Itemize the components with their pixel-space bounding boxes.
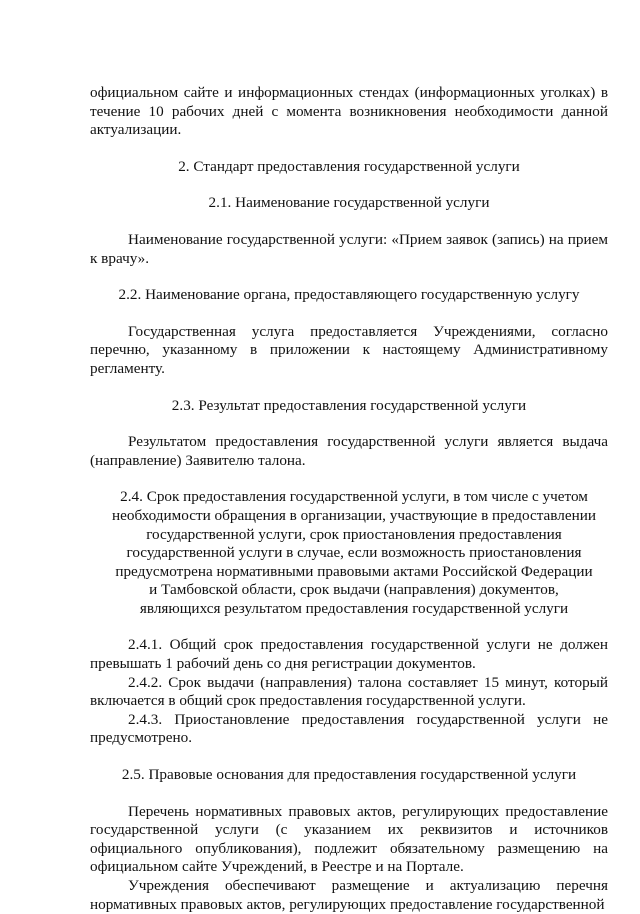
- section-2-1-title: 2.1. Наименование государственной услуги: [208, 194, 490, 212]
- section-2-3-text: Результатом предоставления государственной услуги является выдача (направление) Заявителю талона.: [90, 433, 608, 469]
- section-2-2-text: Государственная услуга предоставляется Учреждениями, согласно перечню, указанному в приложении к настоящему Административному регламенту.: [90, 322, 608, 377]
- section-2-4-title: 2.4. Срок предоставления государственной услуги, в том числе с учетом необходимости обращения в организации, участвующие в предоставлении государственной услуги, срок приостановления предоставления государственной услуги в случае, если возможность приостановления предусмотрена нормативными правовыми актами Российской Федерации и Тамбовской области, срок выдачи (направления) документов, являющихся результатом предоставления государственной услуги: [112, 488, 596, 617]
- section-2-5-text-1: Перечень нормативных правовых актов, регулирующих предоставление государственной услуги (с указанием их реквизитов и источников официального опубликования), подлежит обязательному размещению на официальном сайте Учреждений, в Реестре и на Портале.: [90, 802, 608, 876]
- section-2-1-text: Наименование государственной услуги: «Прием заявок (запись) на прием к врачу».: [90, 230, 608, 267]
- document-page: [90, 84, 608, 914]
- section-2-2-title: 2.2. Наименование органа, предоставляющего государственную услугу: [118, 286, 580, 304]
- section-2-4-3: 2.4.3. Приостановление предоставления государственной услуги не предусмотрено.: [90, 710, 608, 747]
- section-2-4-1: 2.4.1. Общий срок предоставления государственной услуги не должен превышать 1 рабочий день со дня регистрации документов.: [90, 636, 608, 673]
- intro-paragraph: официальном сайте и информационных стендах (информационных уголках) в течение 10 рабочих дней с момента возникновения необходимости данной актуализации.: [90, 84, 608, 139]
- section-2-title: 2. Стандарт предоставления государственной услуги: [178, 157, 520, 175]
- section-2-5-text-2: Учреждения обеспечивают размещение и актуализацию перечня нормативных правовых актов, регулирующих предоставление государственной: [90, 877, 608, 913]
- section-2-3-title: 2.3. Результат предоставления государственной услуги: [171, 396, 527, 414]
- section-2-5-title: 2.5. Правовые основания для предоставления государственной услуги: [121, 766, 577, 784]
- section-2-4-2: 2.4.2. Срок выдачи (направления) талона составляет 15 минут, который включается в общий срок предоставления государственной услуги.: [90, 673, 608, 710]
